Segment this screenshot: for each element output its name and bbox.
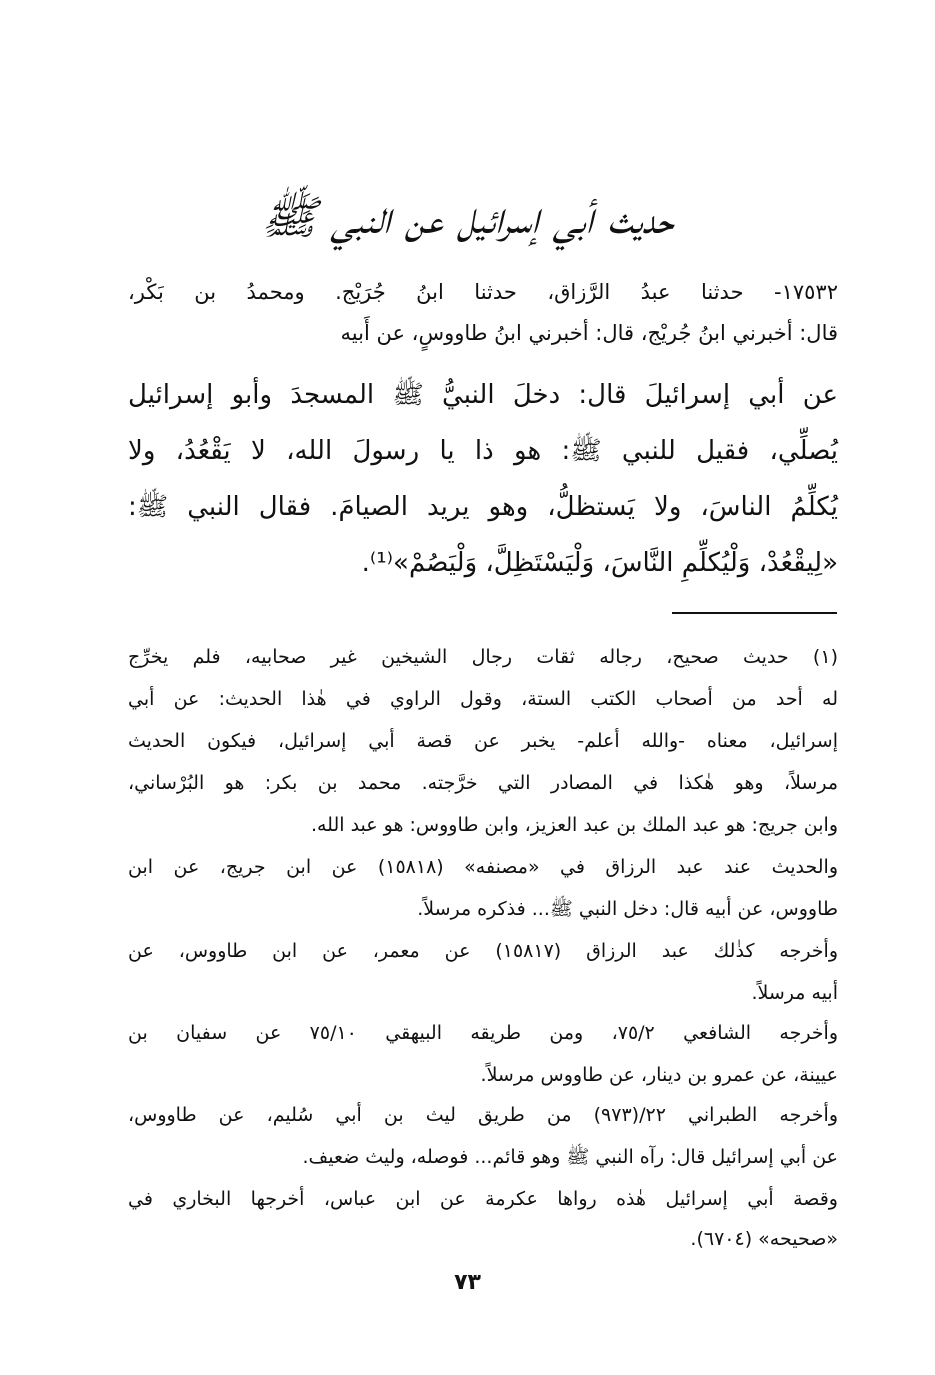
footnote-separator: [672, 612, 837, 614]
hadith-matn-line: عن أبي إسرائيلَ قال: دخلَ النبيُّ ﷺ المسجدَ وأبو إسرائيل: [128, 380, 838, 410]
footnote-line: أبيه مرسلاً.: [751, 982, 838, 1004]
footnote-line: إسرائيل، معناه -والله أعلم- يخبر عن قصة أبي إسرائيل، فيكون الحديث: [128, 730, 838, 752]
hadith-matn-line: يُكلِّمُ الناسَ، ولا يَستظلُّ، وهو يريد الصيامَ. فقال النبي ﷺ:: [128, 492, 838, 522]
page-number: ٧٣: [454, 1270, 481, 1295]
footnote-line: وقصة أبي إسرائيل هٰذه رواها عكرمة عن ابن عباس، أخرجها البخاري في: [128, 1188, 838, 1210]
footnote-line: عن أبي إسرائيل قال: رآه النبي ﷺ وهو قائم... فوصله، وليث ضعيف.: [302, 1146, 838, 1168]
chapter-title: حديث أبي إسرائيل عن النبي ﷺ: [261, 190, 674, 244]
hadith-isnad-line: قال: أخبرني ابنُ جُريْج، قال: أخبرني ابنُ طاووسٍ، عن أَبيه: [340, 321, 838, 345]
footnote-line: وأخرجه الشافعي ٧٥/٢، ومن طريقه البيهقي ٧٥/١٠ عن سفيان بن: [128, 1022, 838, 1044]
footnote-line: مرسلاً، وهو هٰكذا في المصادر التي خرَّجته. محمد بن بكر: هو البُرْساني،: [128, 772, 838, 794]
footnote-line: «صحيحه» (٦٧٠٤).: [690, 1228, 838, 1250]
hadith-isnad-line: ١٧٥٣٢- حدثنا عبدُ الرَّزاق، حدثنا ابنُ جُرَيْج. ومحمدُ بن بَكْر،: [128, 280, 838, 304]
footnote-line: له أحد من أصحاب الكتب الستة، وقول الراوي في هٰذا الحديث: عن أبي: [128, 688, 838, 710]
hadith-matn-line: يُصلِّي، فقيل للنبي ﷺ: هو ذا يا رسولَ الله، لا يَقْعُدُ، ولا: [128, 436, 838, 466]
footnote-line: عيينة، عن عمرو بن دينار، عن طاووس مرسلاً.: [480, 1064, 838, 1086]
footnote-line: وابن جريج: هو عبد الملك بن عبد العزيز، وابن طاووس: هو عبد الله.: [310, 814, 838, 836]
hadith-matn-line: «لِيقْعُدْ، وَلْيُكلِّمِ النَّاسَ، وَلْيَسْتَظِلَّ، وَلْيَصُمْ»⁽¹⁾.: [361, 548, 838, 578]
footnote-line: وأخرجه كذٰلك عبد الرزاق (١٥٨١٧) عن معمر، عن ابن طاووس، عن: [128, 940, 838, 962]
footnote-line: والحديث عند عبد الرزاق في «مصنفه» (١٥٨١٨) عن ابن جريج، عن ابن: [128, 856, 839, 878]
footnote-line: (١) حديث صحيح، رجاله ثقات رجال الشيخين غير صحابيه، فلم يخرِّج: [128, 646, 838, 668]
footnote-line: طاووس، عن أبيه قال: دخل النبي ﷺ... فذكره مرسلاً.: [417, 898, 838, 920]
footnote-line: وأخرجه الطبراني ٢٢/(٩٧٣) من طريق ليث بن أبي سُليم، عن طاووس،: [128, 1104, 838, 1126]
